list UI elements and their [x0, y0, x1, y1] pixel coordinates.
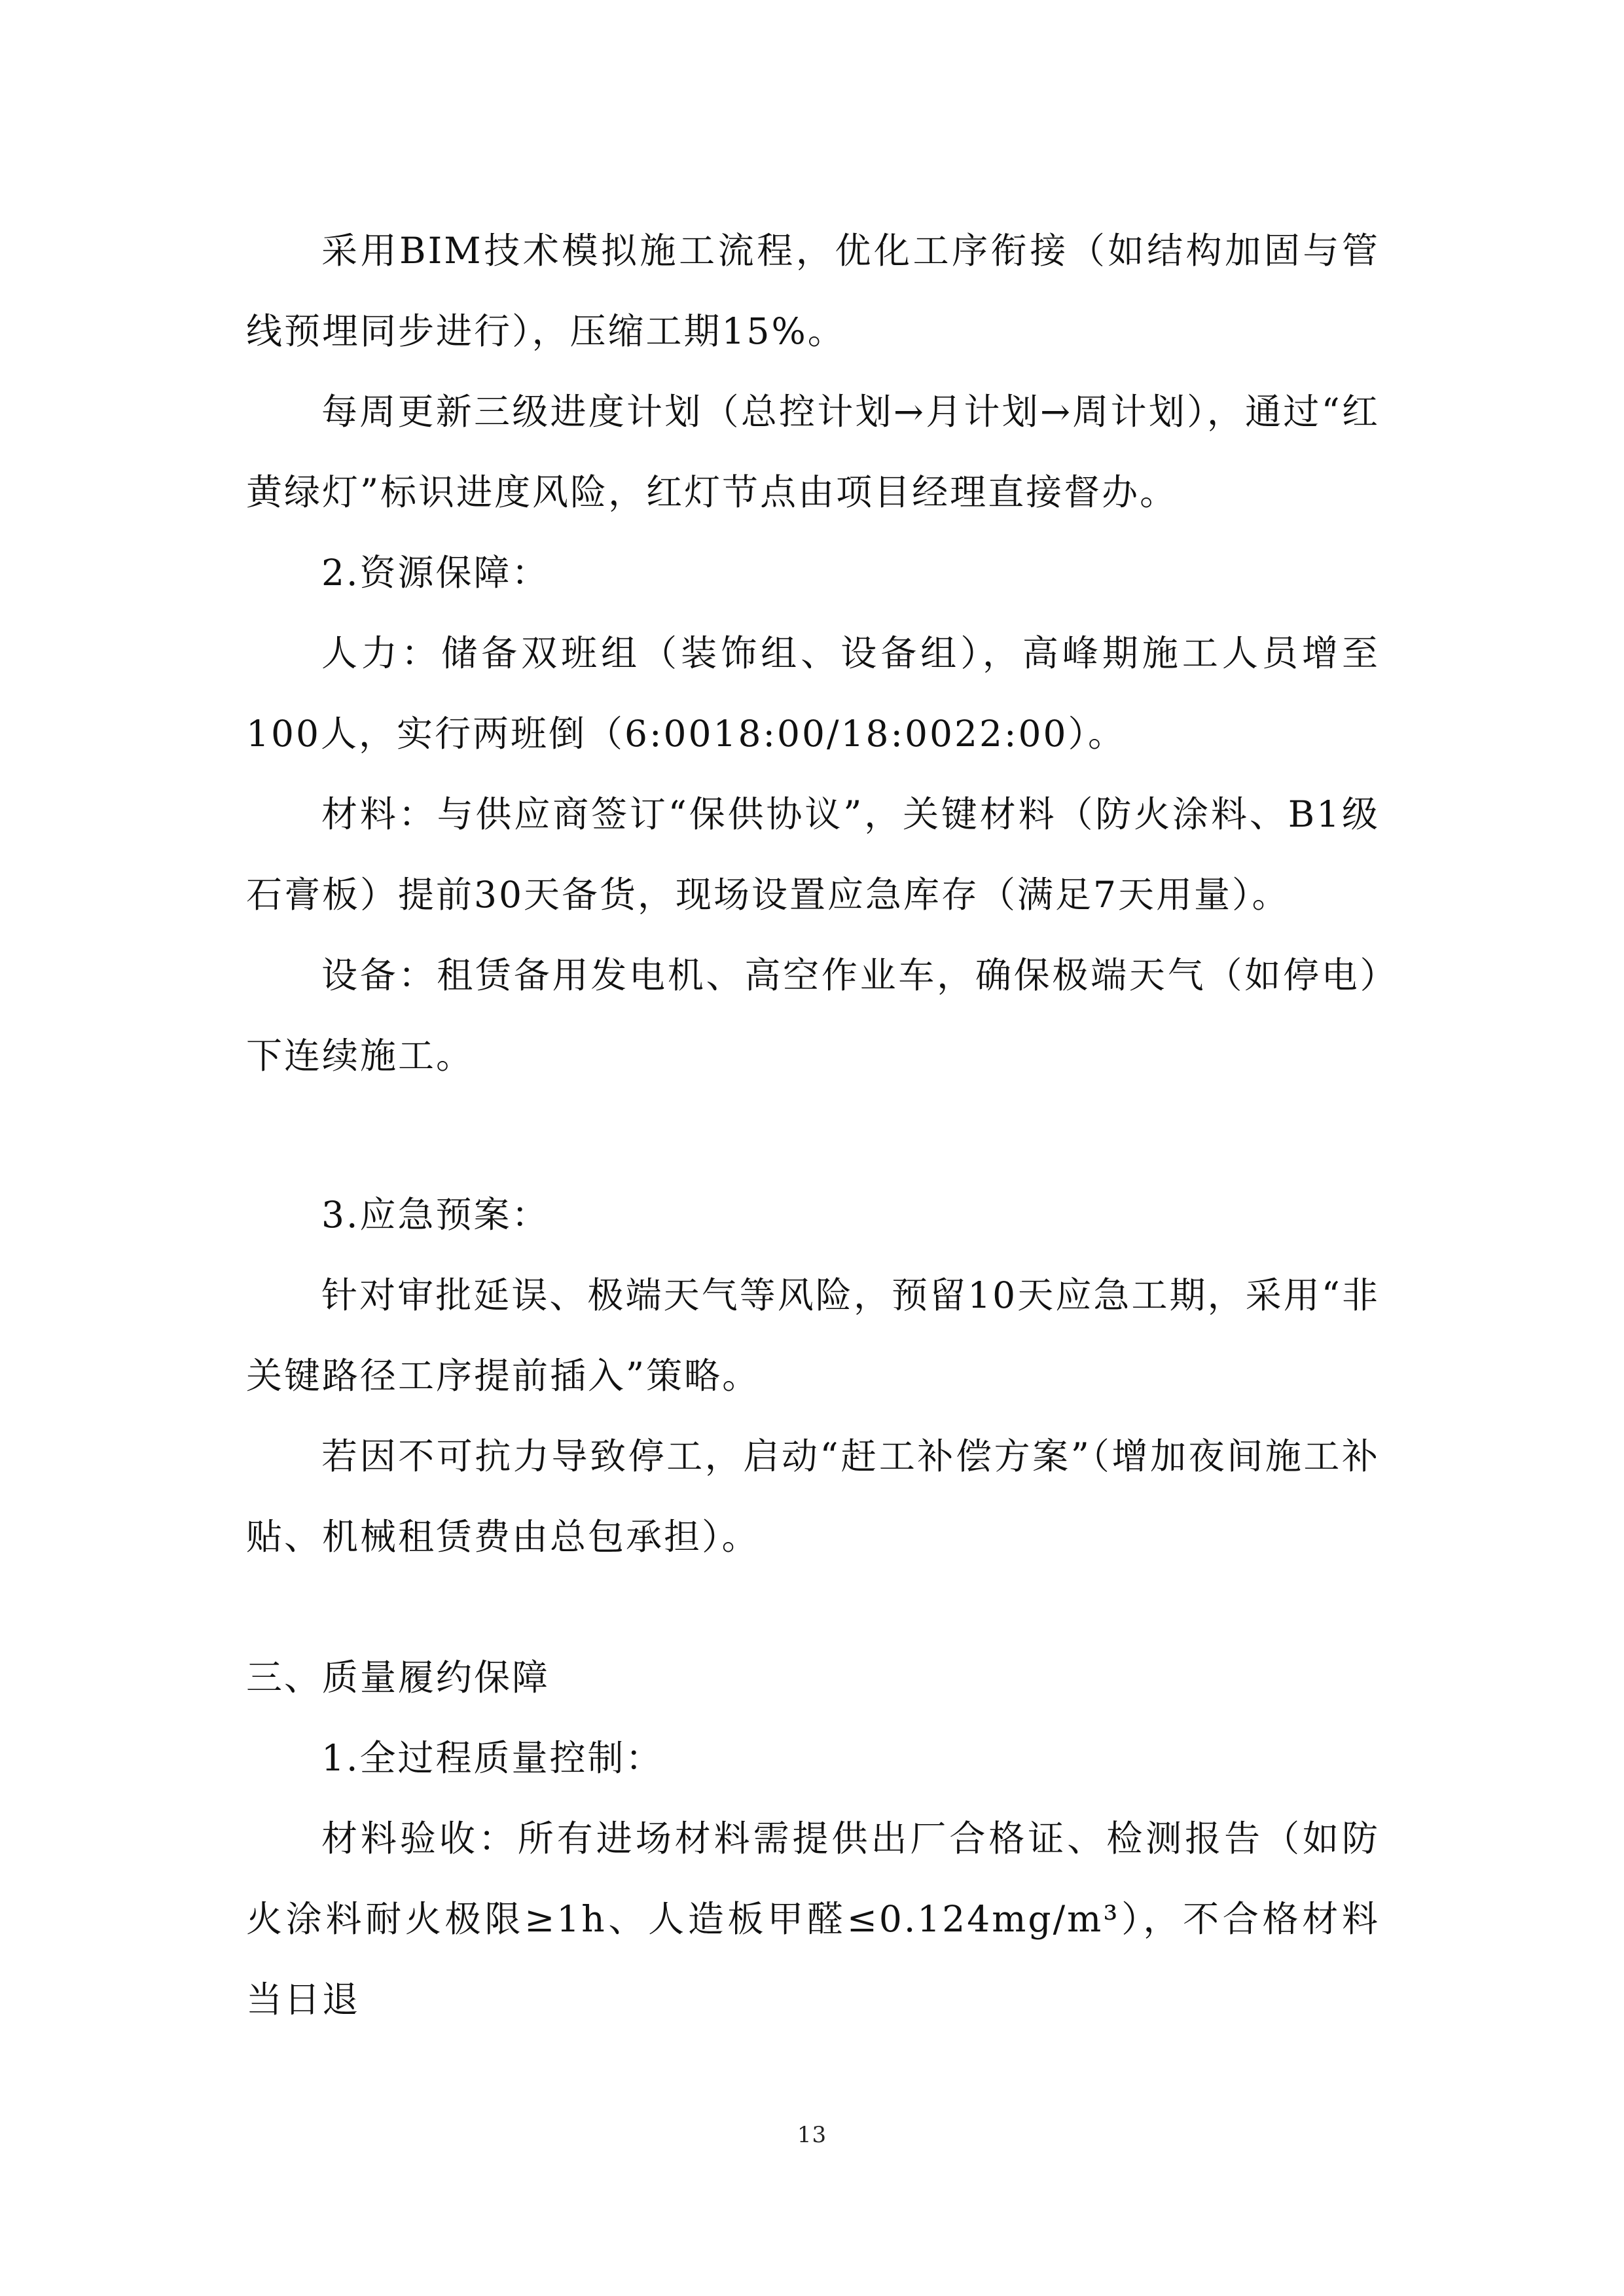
section-quality-control: 1.全过程质量控制： — [321, 1737, 664, 1779]
heading-quality-guarantee: 三、质量履约保障 — [246, 1657, 550, 1698]
paragraph-manpower: 人力：储备双班组（装饰组、设备组），高峰期施工人员增至100人，实行两班倒（6:0018:00/18:0022:00）。 — [246, 632, 1380, 755]
section-resource-guarantee: 2.资源保障： — [321, 552, 550, 594]
paragraph-material-acceptance: 材料验收：所有进场材料需提供出厂合格证、检测报告（如防火涂料耐火极限≥1h、人造板甲醛≤0.124mg/m³），不合格材料当日退 — [246, 1818, 1380, 2020]
paragraph-emergency-period: 针对审批延误、极端天气等风险，预留10天应急工期，采用“非关键路径工序提前插入”策略。 — [246, 1274, 1380, 1397]
paragraph-force-majeure: 若因不可抗力导致停工，启动“赶工补偿方案”（增加夜间施工补贴、机械租赁费由总包承担）。 — [246, 1435, 1380, 1558]
paragraph-equipment: 设备：租赁备用发电机、高空作业车，确保极端天气（如停电）下连续施工。 — [246, 954, 1380, 1077]
section-emergency-plan: 3.应急预案： — [321, 1194, 550, 1236]
paragraph-bim-schedule: 采用BIM技术模拟施工流程，优化工序衔接（如结构加固与管线预埋同步进行），压缩工期15%。 — [246, 230, 1380, 352]
page-number: 13 — [797, 2122, 827, 2148]
paragraph-materials: 材料：与供应商签订“保供协议”，关键材料（防火涂料、B1级石膏板）提前30天备货，现场设置应急库存（满足7天用量）。 — [246, 793, 1380, 916]
paragraph-weekly-plan: 每周更新三级进度计划（总控计划→月计划→周计划），通过“红黄绿灯”标识进度风险，红灯节点由项目经理直接督办。 — [246, 391, 1380, 513]
document-body — [246, 211, 1380, 2040]
